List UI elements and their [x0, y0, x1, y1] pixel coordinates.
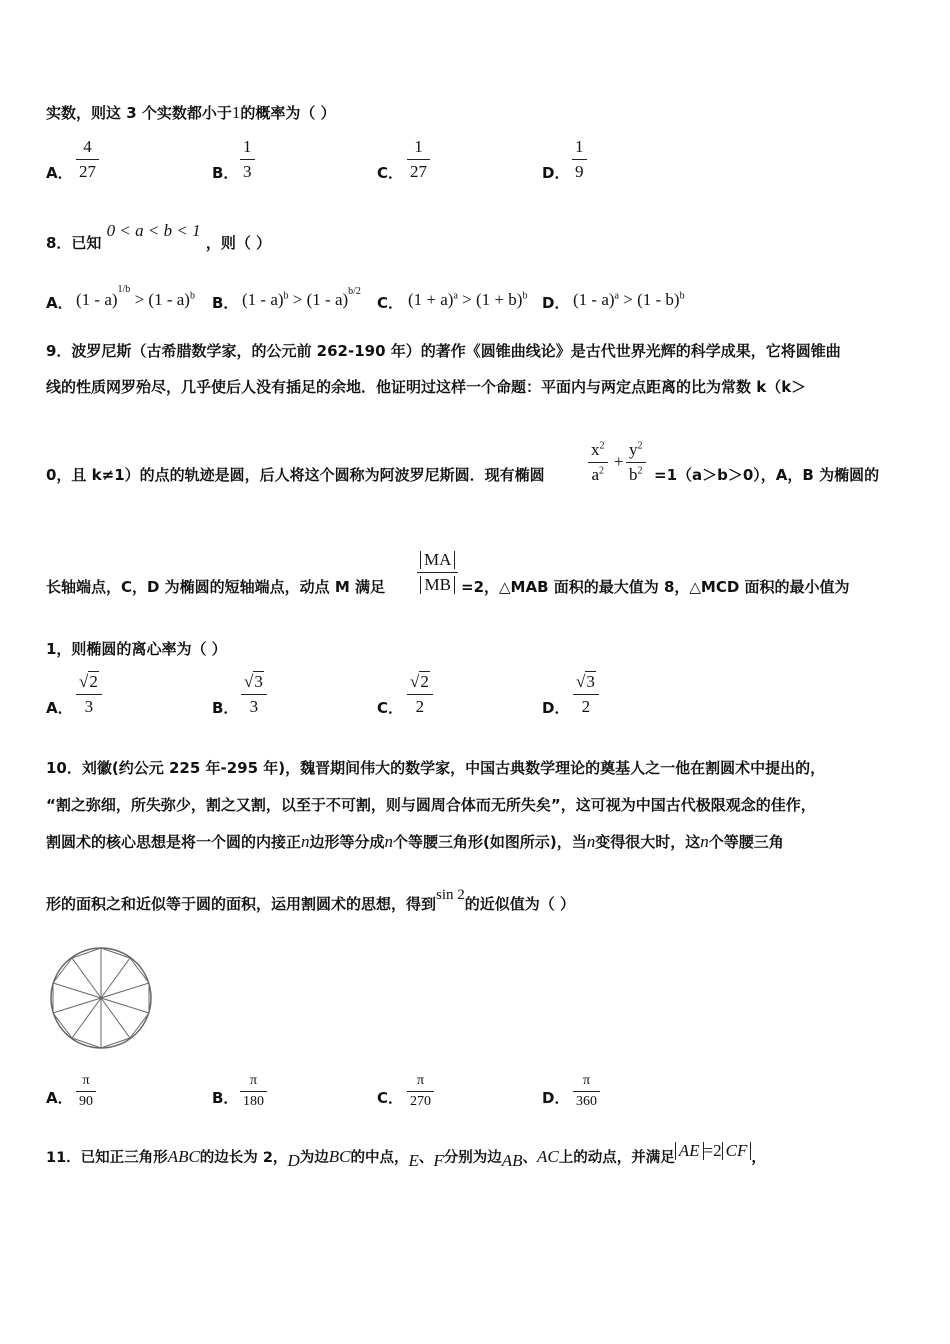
sqrt: [410, 672, 430, 692]
fraction-denominator: 3: [249, 697, 259, 716]
fraction-bar: [626, 462, 646, 463]
q10-option-c-fraction: [407, 1073, 434, 1110]
var-a: a: [591, 465, 600, 484]
q10-line-3-text-b: 边形等分成: [309, 833, 385, 851]
q10-line-3-text-e: 个等腰三角: [708, 833, 784, 851]
fraction-denominator: 360: [576, 1094, 597, 1109]
separator: 、: [418, 1150, 434, 1166]
q9-line-2: 线的性质网罗殆尽，几乎使后人没有插足的余地．他证明过这样一个命题：平面内与两定点距离的比为常数 k（k＞: [46, 378, 807, 396]
radicand: 2: [89, 672, 98, 691]
fraction-numerator: π: [82, 1073, 90, 1088]
fraction-bar: [240, 159, 255, 160]
sqrt: [79, 672, 99, 692]
fraction-numerator: 1: [575, 137, 584, 156]
exponent: 2: [637, 440, 643, 452]
q10-line-3-text-a: 割圆术的核心思想是将一个圆的内接正: [46, 833, 302, 851]
q10-option-c-label[interactable]: C．: [377, 1089, 404, 1107]
expr-base: (1 - b): [637, 290, 680, 309]
fraction-bar: [240, 1091, 267, 1092]
equals-two: =2: [703, 1141, 722, 1160]
q8-prefix: 8．已知: [46, 234, 102, 252]
q7-text-a: 实数，则这 3 个实数都小于: [46, 104, 232, 122]
q10-line-2: “割之弥细，所失弥少，割之又割，以至于不可割，则与圆周合体而无所失矣”，这可视为中国古代极限观念的佳作，: [46, 796, 816, 814]
plus-sign: +: [614, 452, 624, 471]
q11-text-c: 为边: [299, 1150, 329, 1166]
q10-option-d-label[interactable]: D．: [542, 1089, 570, 1107]
q10-line-4-text-a: 形的面积之和近似等于圆的面积，运用割圆术的思想，得到: [46, 895, 437, 913]
q9-line-4-text-a: 长轴端点，C，D 为椭圆的短轴端点，动点 M 满足: [46, 578, 386, 596]
fraction-numerator: 1: [243, 137, 252, 156]
q7-stem: [46, 102, 336, 123]
q11-text-d: 的中点，: [350, 1150, 409, 1166]
expr-gt: >: [623, 290, 633, 309]
fraction-denominator: [626, 465, 646, 485]
expr-base: (1 - a): [306, 290, 349, 309]
q7-option-a-label[interactable]: A．: [46, 164, 73, 182]
q9-line-3-text-a: 0，且 k≠1）的点的轨迹是圆，后人将这个圆称为阿波罗尼斯圆．现有椭圆: [46, 466, 545, 484]
radii: [53, 948, 149, 1048]
expr-base: (1 - a): [573, 290, 615, 309]
sqrt-sign: √: [244, 672, 254, 691]
fraction-bar: [76, 159, 99, 160]
q9-line-1: 9．波罗尼斯（古希腊数学家，的公元前 262-190 年）的著作《圆锥曲线论》是古代世界光辉的科学成果，它将圆锥曲: [46, 342, 841, 360]
q8-option-c-label[interactable]: C．: [377, 294, 404, 312]
fraction-denominator: [588, 465, 608, 485]
q10-option-a-label[interactable]: A．: [46, 1089, 73, 1107]
fraction-numerator: [588, 440, 608, 460]
fraction-denominator: [417, 575, 458, 595]
q9-option-b-label[interactable]: B．: [212, 699, 239, 717]
q7-option-b-fraction: [240, 137, 255, 182]
expr-exponent: b/2: [348, 286, 361, 298]
q10-line-3-text-c: 个等腰三角形(如图所示)，当: [393, 833, 587, 851]
q9-ratio-fraction: [417, 550, 458, 595]
expr-exponent: a: [453, 290, 458, 302]
exponent: 2: [637, 465, 643, 477]
fraction-denominator: 270: [410, 1094, 431, 1109]
abs-mb: MB: [420, 576, 454, 594]
abs-ma: MA: [420, 551, 455, 569]
var-ab: AB: [501, 1151, 523, 1170]
q8-option-b-expression: [242, 286, 361, 310]
sqrt: [244, 672, 264, 692]
q7-option-d-fraction: [572, 137, 587, 182]
q7-option-b-label[interactable]: B．: [212, 164, 239, 182]
q11-text-f: 上的动点，并满足: [558, 1150, 675, 1166]
fraction-bar: [572, 159, 587, 160]
q11-text-b: 的边长为 2，: [199, 1150, 288, 1166]
q8-option-d-label[interactable]: D．: [542, 294, 570, 312]
fraction-bar: [588, 462, 608, 463]
q8-suffix: ，则（ ）: [205, 234, 272, 252]
fraction-bar: [76, 694, 102, 695]
expr-base: (1 - a): [76, 290, 118, 309]
q9-option-d-fraction: [573, 672, 599, 717]
var-abc: ABC: [167, 1147, 200, 1166]
expr-exponent: b: [679, 290, 685, 302]
radicand: 3: [254, 672, 263, 691]
sqrt-sign: √: [410, 672, 420, 691]
var-y: y: [629, 440, 638, 459]
fraction-denominator: 3: [84, 697, 94, 716]
abs-cf: CF: [722, 1142, 752, 1160]
expr-gt: >: [462, 290, 472, 309]
q10-line-3: [46, 831, 784, 852]
expr-gt: >: [134, 290, 145, 309]
fraction-numerator: 4: [83, 137, 92, 156]
fraction-denominator: 2: [581, 697, 591, 716]
fraction-denominator: 27: [410, 162, 427, 181]
fraction-bar: [407, 1091, 434, 1092]
sin-expression: sin 2: [436, 887, 465, 903]
fraction-numerator: [407, 672, 433, 692]
q9-ellipse-y-term: [626, 440, 646, 485]
q10-option-b-label[interactable]: B．: [212, 1089, 239, 1107]
q7-option-d-label[interactable]: D．: [542, 164, 570, 182]
fraction-bar: [407, 159, 430, 160]
q11-text-e: 分别为边: [443, 1150, 502, 1166]
q9-line-5: 1，则椭圆的离心率为（ ）: [46, 640, 227, 658]
q9-option-c-fraction: [407, 672, 433, 717]
q8-option-d-expression: [573, 290, 685, 310]
q9-line-3-text-b: =1（a＞b＞0），A，B 为椭圆的: [654, 466, 880, 484]
sqrt: [576, 672, 596, 692]
fraction-numerator: [573, 672, 599, 692]
expr-gt: >: [292, 290, 303, 309]
expr-exponent: a: [614, 290, 619, 302]
q10-line-3-text-d: 变得很大时，这: [595, 833, 701, 851]
q9-option-a-fraction: [76, 672, 102, 717]
expr-exponent: 1/b: [117, 284, 131, 296]
fraction-bar: [407, 694, 433, 695]
fraction-bar: [573, 694, 599, 695]
q9-option-b-fraction: [241, 672, 267, 717]
fraction-denominator: 3: [243, 162, 252, 181]
q9-line-3: [46, 464, 545, 485]
q9-option-d-label[interactable]: D．: [542, 699, 570, 717]
fraction-bar: [241, 694, 267, 695]
q8-option-a-label[interactable]: A．: [46, 294, 73, 312]
var-d: D: [287, 1151, 300, 1170]
radicand: 3: [586, 672, 595, 691]
var-x: x: [591, 440, 600, 459]
expr-exponent: b: [522, 290, 528, 302]
q8-condition: 0 < a < b < 1: [106, 221, 201, 240]
expr-base: (1 - a): [148, 290, 190, 309]
q9-option-c-label[interactable]: C．: [377, 699, 404, 717]
var-e: E: [408, 1151, 419, 1170]
fraction-numerator: [76, 672, 102, 692]
q10-line-4: [46, 887, 576, 914]
exponent: 2: [599, 465, 605, 477]
fraction-bar: [76, 1091, 96, 1092]
fraction-denominator: 90: [79, 1094, 93, 1109]
expr-base: (1 + a): [408, 290, 454, 309]
radicand: 2: [420, 672, 429, 691]
sqrt-sign: √: [576, 672, 586, 691]
q8-option-c-expression: [408, 290, 527, 310]
fraction-denominator: 180: [243, 1094, 264, 1109]
q10-line-4-text-b: 的近似值为（ ）: [464, 895, 576, 913]
fraction-denominator: 2: [415, 697, 425, 716]
q7-one: 1: [231, 103, 241, 122]
q7-text-b: 的概率为（ ）: [240, 104, 336, 122]
q7-option-a-fraction: [76, 137, 99, 182]
fraction-numerator: [417, 550, 458, 570]
fraction-denominator: 9: [575, 162, 584, 181]
abs-ae: AE: [675, 1142, 704, 1160]
expr-base: (1 + b): [476, 290, 523, 309]
expr-exponent: b: [283, 290, 289, 302]
separator: 、: [522, 1150, 538, 1166]
fraction-numerator: π: [416, 1073, 425, 1088]
q10-option-a-fraction: [76, 1073, 96, 1110]
var-n: n: [301, 832, 310, 851]
circle-division-figure: [46, 945, 156, 1055]
q9-ellipse-x-term: [588, 440, 608, 485]
exponent: 2: [599, 440, 605, 452]
var-n: n: [586, 832, 596, 851]
q9-option-a-label[interactable]: A．: [46, 699, 73, 717]
fraction-numerator: π: [582, 1073, 591, 1088]
var-f: F: [433, 1151, 444, 1170]
q7-option-c-fraction: [407, 137, 430, 182]
expr-base: (1 - a): [242, 290, 284, 309]
var-n: n: [384, 832, 394, 851]
fraction-numerator: [241, 672, 267, 692]
q8-option-a-expression: [76, 284, 195, 310]
var-bc: BC: [328, 1147, 351, 1166]
q10-option-d-fraction: [573, 1073, 600, 1110]
expr-exponent: b: [189, 290, 195, 302]
q10-line-1: 10．刘徽(约公元 225 年-295 年)，魏晋期间伟大的数学家，中国古典数学理论的奠基人之一他在割圆术中提出的，: [46, 759, 826, 777]
comma: ，: [751, 1150, 766, 1166]
q9-line-4-text-b: =2，△MAB 面积的最大值为 8，△MCD 面积的最小值为: [461, 578, 850, 596]
fraction-bar: [417, 572, 458, 573]
var-b: b: [629, 465, 638, 484]
q8-option-b-label[interactable]: B．: [212, 294, 239, 312]
q10-option-b-fraction: [240, 1073, 267, 1110]
fraction-numerator: [626, 440, 646, 460]
q11-stem: [46, 1141, 766, 1170]
fraction-numerator: π: [249, 1073, 258, 1088]
var-n: n: [700, 832, 709, 851]
q11-text-a: 11．已知正三角形: [46, 1150, 168, 1166]
sqrt-sign: √: [79, 672, 89, 691]
fraction-denominator: 27: [79, 162, 96, 181]
fraction-numerator: 1: [414, 137, 423, 156]
var-ac: AC: [537, 1147, 559, 1166]
fraction-bar: [573, 1091, 600, 1092]
q8-stem: [46, 221, 272, 253]
q7-option-c-label[interactable]: C．: [377, 164, 404, 182]
